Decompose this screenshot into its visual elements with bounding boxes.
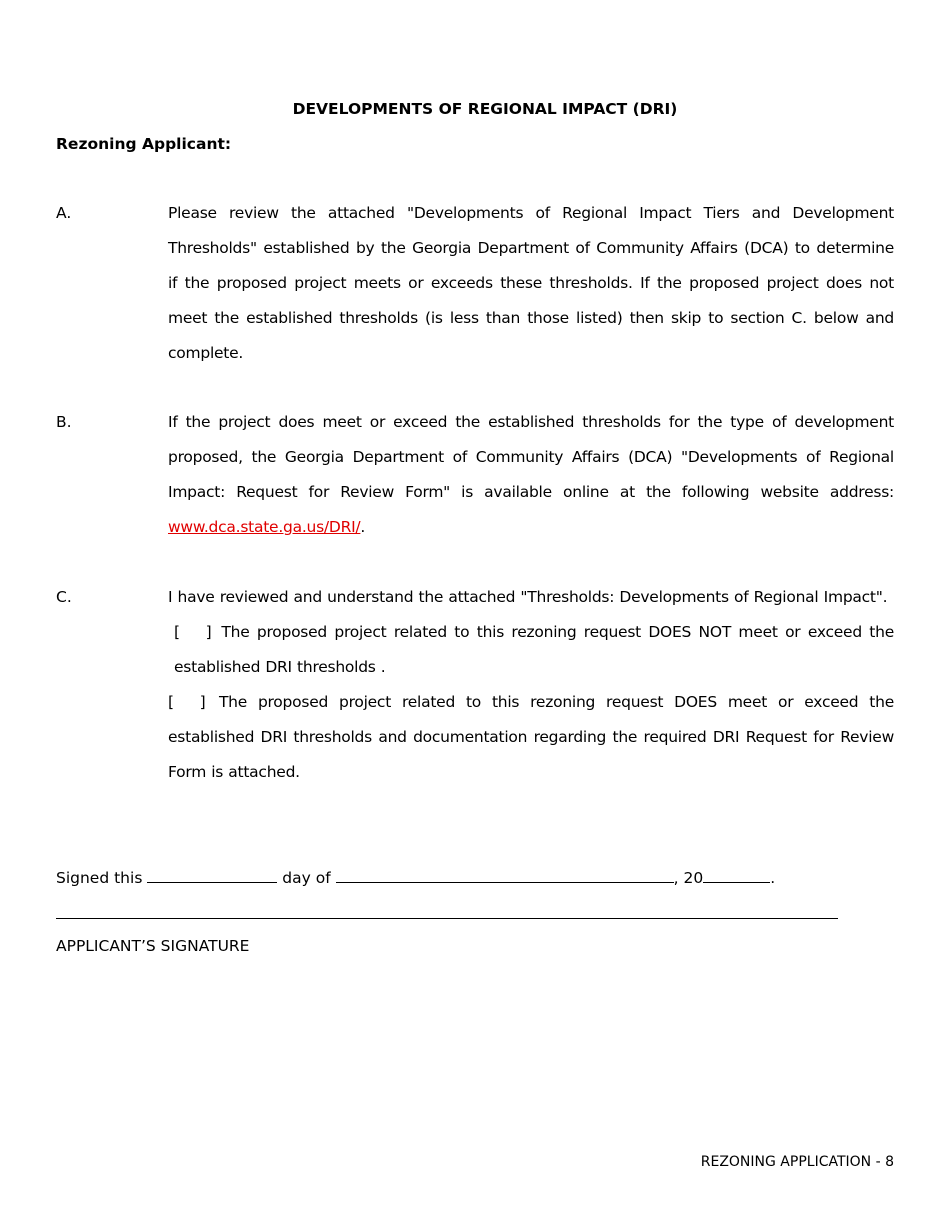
- option-does-meet-text: The proposed project related to this rezoning request DOES meet or exceed the established DRI thresholds and documentation regarding the required DRI Request for Review Form is attached.: [168, 693, 894, 781]
- checkbox-does-not-meet[interactable]: [ ]: [174, 623, 212, 641]
- month-blank-field[interactable]: [336, 866, 674, 883]
- section-b-period: .: [360, 518, 366, 536]
- option-does-not-meet-text: The proposed project related to this rezoning request DOES NOT meet or exceed the established DRI thresholds .: [174, 623, 894, 676]
- checkbox-does-meet[interactable]: [ ]: [168, 693, 206, 711]
- signature-line[interactable]: [56, 918, 838, 919]
- signed-this-label: Signed this: [56, 869, 143, 887]
- year-blank-field[interactable]: [703, 866, 770, 883]
- signed-period: .: [770, 869, 776, 887]
- section-b-letter: B.: [56, 413, 72, 431]
- section-b-body: [168, 405, 894, 545]
- section-c-letter: C.: [56, 588, 72, 606]
- day-of-label: day of: [282, 869, 331, 887]
- year-prefix-label: , 20: [673, 869, 704, 887]
- section-c-body: [168, 580, 894, 790]
- page-title: DEVELOPMENTS OF REGIONAL IMPACT (DRI): [292, 100, 678, 118]
- applicant-label: Rezoning Applicant:: [56, 135, 232, 153]
- section-a-letter: A.: [56, 204, 72, 222]
- section-a-body: [168, 196, 894, 371]
- option-does-meet: [168, 685, 894, 790]
- dri-website-link[interactable]: www.dca.state.ga.us/DRI/: [168, 518, 361, 536]
- section-c-text: I have reviewed and understand the attached "Thresholds: Developments of Regional Impact".: [168, 588, 888, 606]
- section-a-text: Please review the attached "Developments of Regional Impact Tiers and Development Thresholds" established by the Georgia Department of Community Affairs (DCA) to determine if the proposed project meets or exceeds these thresholds. If the proposed project does not meet the established thresholds (is less than those listed) then skip to section C. below and complete.: [168, 204, 894, 362]
- section-b-text: If the project does meet or exceed the established thresholds for the type of development proposed, the Georgia Department of Community Affairs (DCA) "Developments of Regional Impact: Request for Review Form" is available online at the following website address:: [168, 413, 894, 501]
- page-footer: REZONING APPLICATION - 8: [700, 1154, 894, 1170]
- signature-label: APPLICANT’S SIGNATURE: [56, 937, 250, 955]
- day-blank-field[interactable]: [147, 866, 277, 883]
- option-does-not-meet: [168, 615, 894, 685]
- section-b-paragraph: [168, 405, 894, 545]
- signed-line: [56, 866, 775, 889]
